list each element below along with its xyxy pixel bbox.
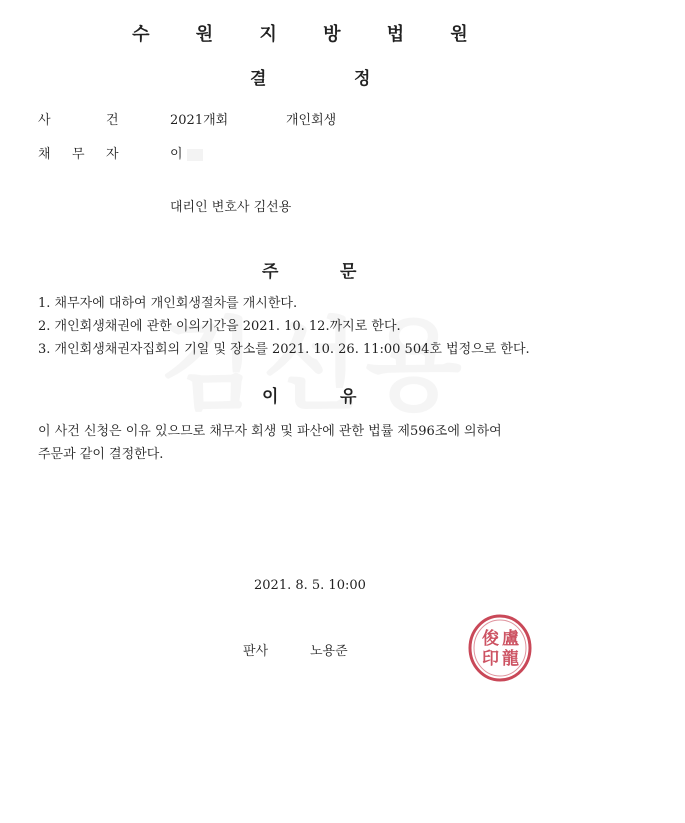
judge-name: 노용준 [310, 644, 348, 659]
svg-text:印: 印 [482, 649, 499, 669]
svg-text:龍: 龍 [502, 649, 519, 669]
reason-line-1: 이 사건 신청은 이유 있으므로 채무자 회생 및 파산에 관한 법률 제596조에 의하여 [38, 424, 502, 439]
debtor-name [170, 143, 203, 162]
seal-icon [466, 614, 534, 682]
debtor-name-text: 이 [170, 147, 183, 162]
case-type: 개인회생 [286, 113, 337, 128]
doc-type-right: 정 [354, 69, 371, 89]
order-item-3: 3. 개인회생채권자집회의 기일 및 장소를 2021. 10. 26. 11:00 504호 법정으로 한다. [38, 342, 530, 357]
debtor-label-2: 무 [72, 147, 85, 162]
debtor-label-3: 자 [106, 147, 119, 162]
case-label-first: 사 [38, 113, 51, 128]
order-list [38, 292, 530, 361]
decision-date: 2021. 8. 5. 10:00 [254, 578, 366, 593]
debtor-label [38, 143, 119, 162]
case-number: 2021개회 [170, 113, 229, 128]
case-label [38, 109, 118, 128]
court-name: 수 원 지 방 법 원 [132, 24, 488, 45]
reason-line-2: 주문과 같이 결정한다. [38, 447, 164, 462]
case-label-second: 건 [106, 113, 119, 128]
debtor-label-1: 채 [38, 147, 51, 162]
doc-type-left: 결 [250, 69, 267, 89]
case-label-text [38, 109, 118, 128]
redacted-block [187, 149, 203, 161]
svg-text:俊: 俊 [482, 629, 499, 649]
judge-seal [466, 614, 534, 682]
reason-heading-right: 유 [340, 387, 357, 407]
svg-text:盧: 盧 [502, 629, 519, 649]
judge-title: 판사 [243, 644, 269, 659]
order-item-1: 1. 채무자에 대하여 개인회생절차를 개시한다. [38, 296, 298, 311]
agent: 대리인 변호사 김선용 [170, 200, 292, 215]
order-heading-left: 주 [262, 262, 279, 282]
order-heading-right: 문 [340, 262, 357, 282]
order-item-2: 2. 개인회생채권에 관한 이의기간을 2021. 10. 12.까지로 한다. [38, 319, 401, 334]
reason-heading-left: 이 [262, 387, 279, 407]
reason-text [38, 420, 502, 466]
